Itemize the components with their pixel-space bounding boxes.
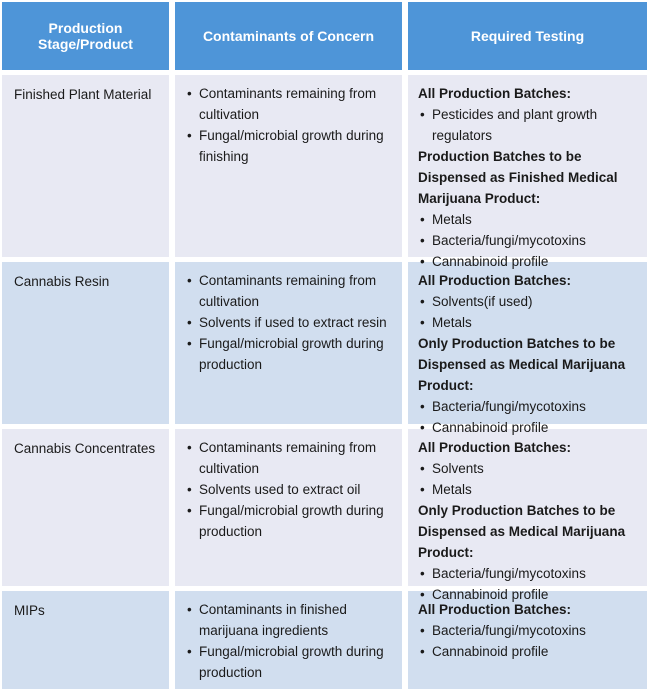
contaminant-item: • Solvents used to extract oil [185, 479, 398, 500]
column-header-production-stage-product: Production Stage/Product [2, 2, 169, 70]
contaminant-item: • Contaminants remaining from cultivation [185, 83, 398, 125]
product-cell: Cannabis Resin [2, 262, 169, 424]
testing-item: • Solvents(if used) [418, 291, 641, 312]
contaminant-item: • Contaminants in finished marijuana ingredients [185, 599, 398, 641]
testing-heading: All Production Batches: [418, 440, 572, 455]
testing-item: • Bacteria/fungi/mycotoxins [418, 230, 641, 251]
contaminant-item: • Contaminants remaining from cultivation [185, 437, 398, 479]
testing-item: • Metals [418, 209, 641, 230]
contaminant-item: • Solvents if used to extract resin [185, 312, 398, 333]
testing-list [418, 458, 641, 500]
testing-heading: All Production Batches: [418, 86, 572, 101]
testing-item: • Cannabinoid profile [418, 251, 641, 272]
contaminants-cell [175, 75, 402, 257]
contaminants-cell [175, 591, 402, 689]
testing-cell [408, 429, 647, 602]
contaminant-item: • Fungal/microbial growth during finishing [185, 125, 398, 167]
contaminants-cell [175, 429, 402, 586]
contaminant-list [185, 437, 398, 542]
testing-list [418, 291, 641, 333]
testing-list [418, 563, 641, 605]
testing-item: • Pesticides and plant growth regulators [418, 104, 641, 146]
column-header-contaminants-of-concern: Contaminants of Concern [175, 2, 402, 70]
product-cell: MIPs [2, 591, 169, 689]
testing-item: • Cannabinoid profile [418, 584, 641, 605]
contaminant-list [185, 599, 398, 683]
testing-item: • Bacteria/fungi/mycotoxins [418, 620, 641, 641]
testing-item: • Solvents [418, 458, 641, 479]
testing-item: • Bacteria/fungi/mycotoxins [418, 563, 641, 584]
testing-cell [408, 75, 647, 269]
contaminant-list [185, 270, 398, 375]
product-cell: Cannabis Concentrates [2, 429, 169, 586]
contaminant-item: • Contaminants remaining from cultivation [185, 270, 398, 312]
testing-cell [408, 262, 647, 435]
testing-heading: Only Production Batches to be Dispensed as Medical Marijuana Product: [418, 336, 626, 393]
testing-cell [408, 591, 647, 689]
testing-list [418, 620, 641, 662]
testing-heading: All Production Batches: [418, 602, 572, 617]
testing-list [418, 209, 641, 272]
contaminant-list [185, 83, 398, 167]
testing-heading: Only Production Batches to be Dispensed as Medical Marijuana Product: [418, 503, 626, 560]
testing-list [418, 396, 641, 438]
testing-item: • Metals [418, 312, 641, 333]
testing-heading: Production Batches to be Dispensed as Finished Medical Marijuana Product: [418, 149, 618, 206]
contaminants-cell [175, 262, 402, 424]
contaminant-item: • Fungal/microbial growth during production [185, 641, 398, 683]
testing-heading: All Production Batches: [418, 273, 572, 288]
testing-item: • Metals [418, 479, 641, 500]
product-cell: Finished Plant Material [2, 75, 169, 257]
testing-list [418, 104, 641, 146]
testing-item: • Bacteria/fungi/mycotoxins [418, 396, 641, 417]
column-header-required-testing: Required Testing [408, 2, 647, 70]
testing-item: • Cannabinoid profile [418, 641, 641, 662]
contaminant-item: • Fungal/microbial growth during production [185, 333, 398, 375]
testing-item: • Cannabinoid profile [418, 417, 641, 438]
contaminant-item: • Fungal/microbial growth during production [185, 500, 398, 542]
